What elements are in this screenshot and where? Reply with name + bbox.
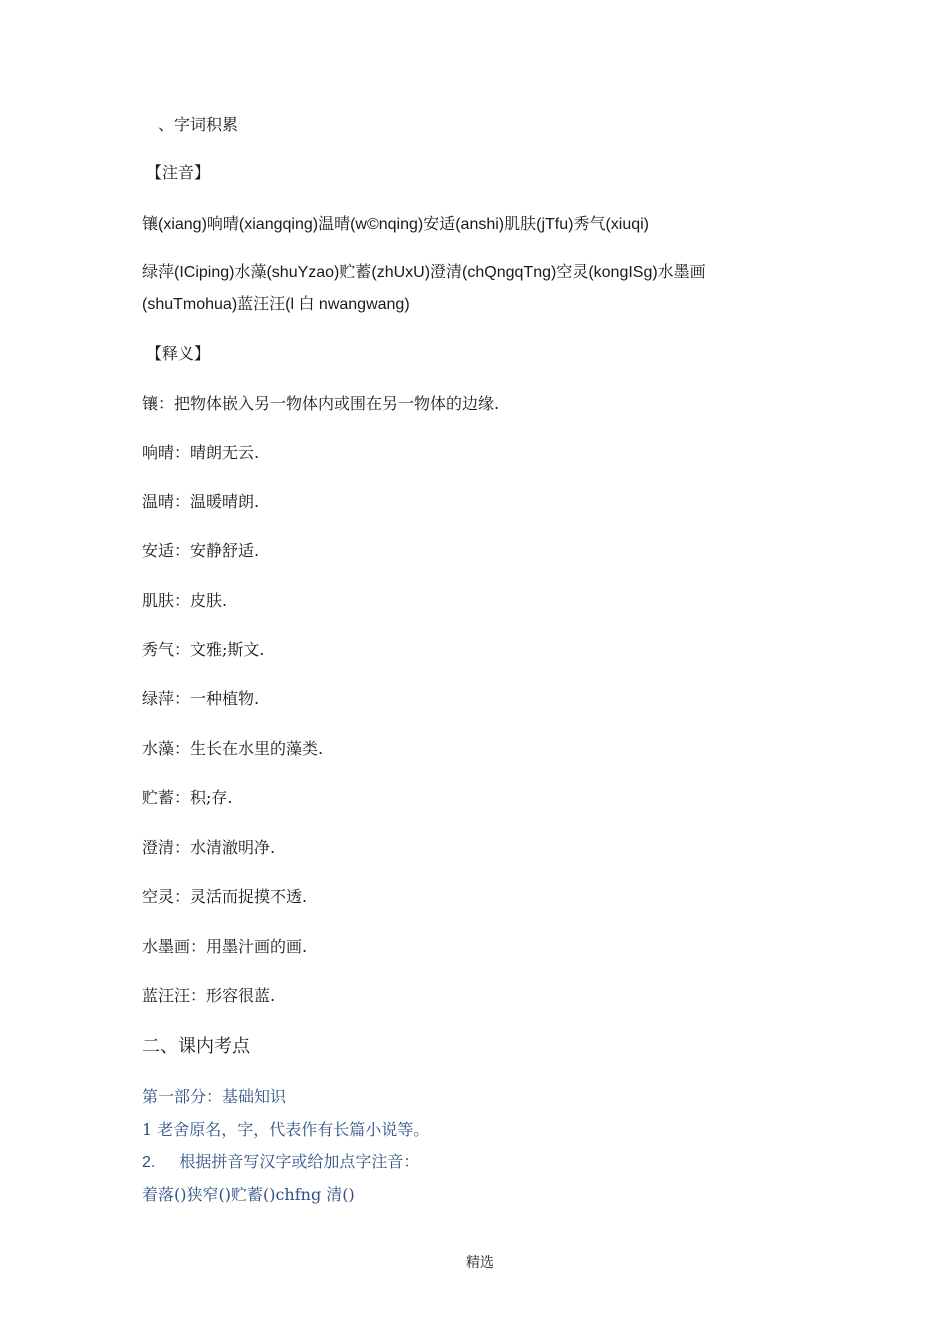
pinyin-header: 【注音】	[146, 163, 211, 182]
section-title-vocabulary: 、字词积累	[158, 115, 239, 134]
meaning-item: 安适：安静舒适.	[142, 541, 260, 560]
question-1: 1 老舍原名，字，代表作有长篇小说等。	[142, 1120, 430, 1139]
meaning-item: 贮蓄：积;存.	[142, 788, 233, 807]
meaning-item: 绿萍：一种植物.	[142, 689, 260, 708]
meaning-header: 【释义】	[146, 344, 211, 363]
meaning-item: 水藻：生长在水里的藻类.	[142, 739, 324, 758]
meaning-item: 蓝汪汪：形容很蓝.	[142, 986, 276, 1005]
pinyin-line-2: 绿萍(ICiping)水藻(shuYzao)贮蓄(zhUxU)澄清(chQngqTng)空灵(kongISg)水墨画	[142, 264, 706, 281]
page-footer: 精选	[466, 1255, 494, 1271]
question-2-number: 2.	[142, 1154, 156, 1171]
meaning-item: 响晴：晴朗无云.	[142, 443, 260, 462]
meaning-item: 澄清：水清澈明净.	[142, 838, 276, 857]
meaning-item: 空灵：灵活而捉摸不透.	[142, 887, 308, 906]
pinyin-line-1: 镶(xiang)响晴(xiangqing)温晴(w©nqing)安适(anshi)肌肤(jTfu)秀气(xiuqi)	[142, 216, 650, 233]
question-2-items: 着落()狭窄()贮蓄()chfng 清()	[142, 1185, 355, 1204]
pinyin-line-3: (shuTmohua)蓝汪汪(l 白 nwangwang)	[142, 296, 410, 313]
meaning-item: 温晴：温暖晴朗.	[142, 492, 260, 511]
meaning-item: 秀气：文雅;斯文.	[142, 640, 265, 659]
section-title-exam-points: 二、课内考点	[142, 1036, 250, 1057]
part-one-heading: 第一部分：基础知识	[142, 1087, 287, 1106]
question-2	[142, 1151, 419, 1174]
question-2-text: 根据拼音写汉字或给加点字注音：	[179, 1152, 420, 1171]
meaning-item: 水墨画：用墨汁画的画.	[142, 937, 308, 956]
meaning-item: 肌肤：皮肤.	[142, 591, 228, 610]
meaning-item: 镶：把物体嵌入另一物体内或围在另一物体的边缘.	[142, 394, 500, 413]
